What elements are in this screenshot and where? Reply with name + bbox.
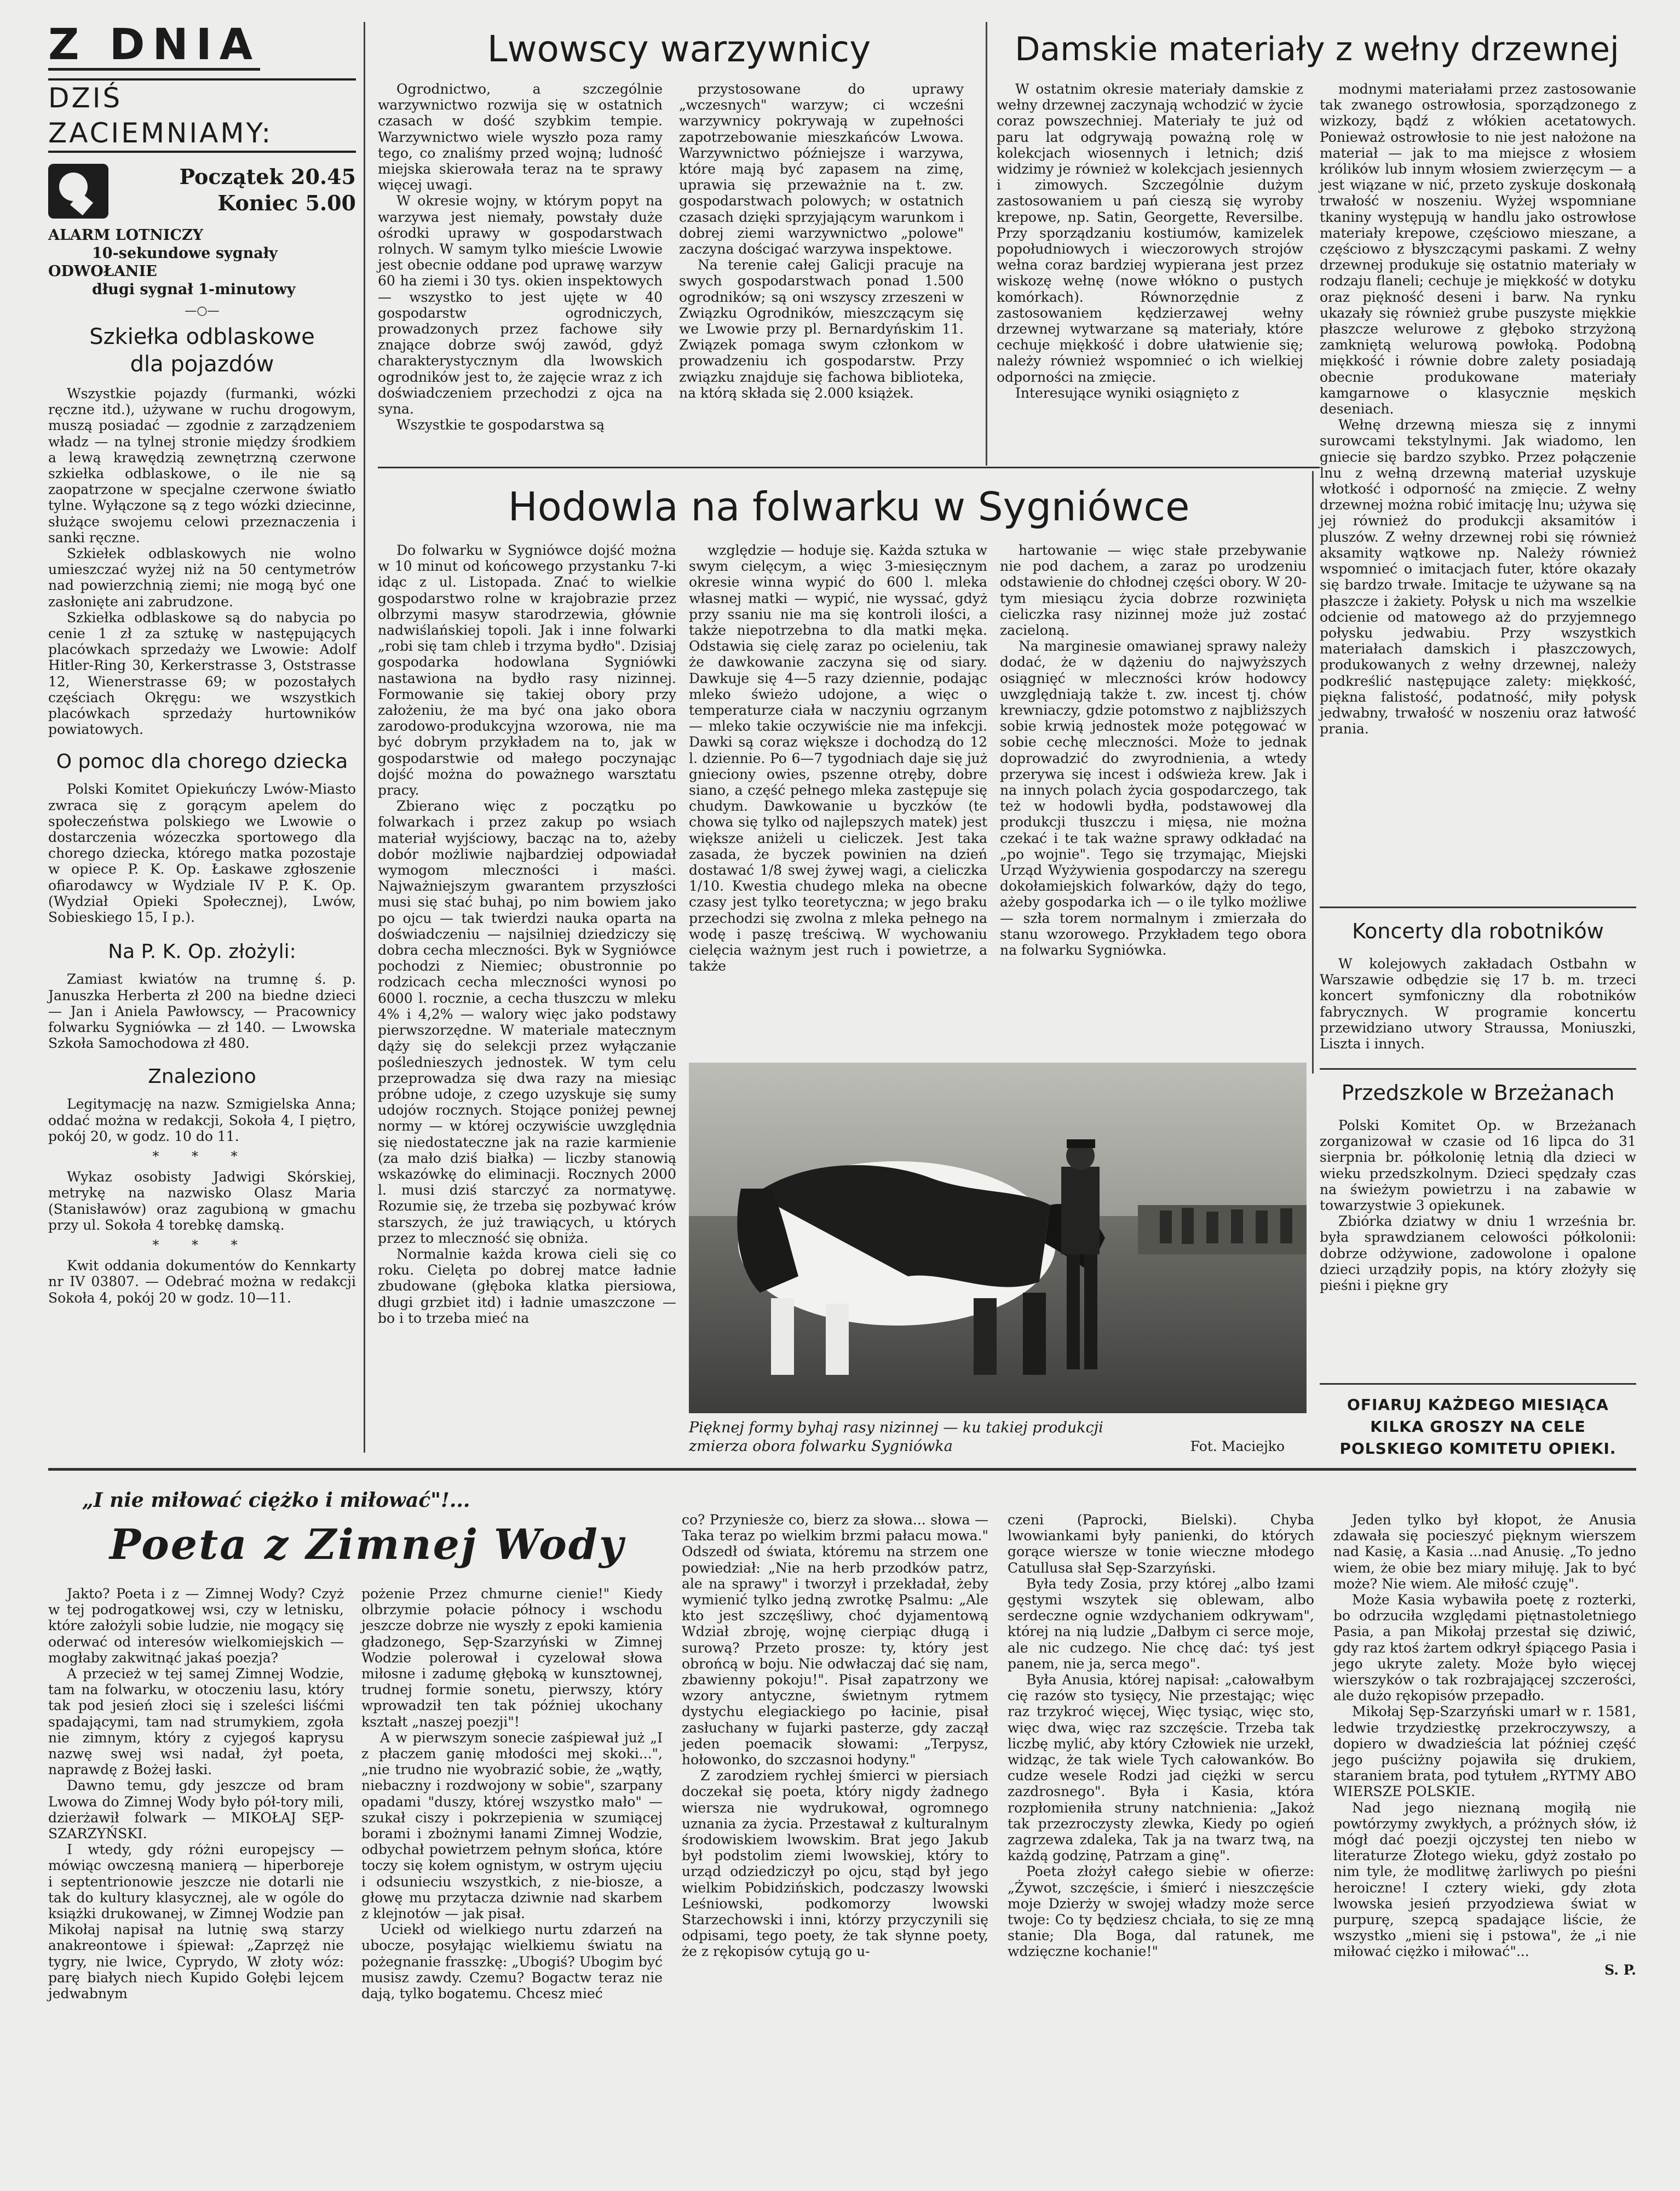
found-title: Znaleziono bbox=[148, 1065, 256, 1088]
poeta-p11: Była tedy Zosia, przy której „albo łzami gęstymi wszytek się oblewam, albo serdeczne ognie wzdychaniem odkrywam", której na nią ludzie „Dałbym ci serce moje, ale nic cudzego. Nie chcę dać: tyś jest panem, nie ja, serca mego". bbox=[1008, 1575, 1314, 1672]
bull-photo bbox=[689, 1063, 1307, 1413]
lwow-col1 bbox=[378, 81, 663, 433]
section-rule bbox=[1320, 1068, 1636, 1070]
poeta-p13: Poeta złożył całego siebie w ofierze: „Żywot, szczęście, i śmierć i nieszczęście moje Dzierży w swojej władzy może serce twoje: Co ty będziesz chciała, to się ze mną stanie; Dla Boga, dal ratunek, me wdzięczne kochanie!" bbox=[1008, 1863, 1314, 1960]
photo-caption bbox=[689, 1419, 1307, 1456]
poeta-p14: Jeden tylko był kłopot, że Anusia zdawała się pocieszyć pięknym wierszem nad Kasię, a Kasia ...nad Anusię. „To jedno wiem, że obie bez miary miłuję. Jak to być może? Nie wiem. Ale miłość czuję". bbox=[1333, 1512, 1636, 1592]
koncerty-body bbox=[1320, 956, 1636, 1052]
blackout-box bbox=[48, 164, 356, 224]
lwow-col2 bbox=[679, 81, 964, 401]
lwow-p3: Wszystkie te gospodarstwa są bbox=[396, 417, 605, 433]
reflector-p2: Szkiełek odblaskowych nie wolno umieszczać wyżej niż na 50 centymetrów nad powierzchnią ziemi; nie mogą być one zasłonięte ani zabrudzone. bbox=[48, 546, 356, 610]
ornament: —○— bbox=[185, 304, 220, 318]
poeta-p5: pożenie Przez chmurne cienie!" Kiedy olbrzymie połacie północy i wschodu jeszcze dobrze nie wyszły z epoki kamienia gładzonego, Sęp-Szarzyński w Zimnej Wodzie polerował i cyzelował słowa miłosne i zadumę głęboką w kunsztownej, trudnej formie sonetu, pierwszy, który wprowadził ten tak później ukochany kształt „naszej poezji"! bbox=[361, 1586, 663, 1730]
cancel-line1: ODWOŁANIE bbox=[48, 263, 157, 280]
apel-box: OFIARUJ KAŻDEGO MIESIĄCA KILKA GROSZY NA CELE POLSKIEGO KOMITETU OPIEKI. bbox=[1339, 1396, 1616, 1458]
damskie-p3: modnymi materiałami przez zastosowanie tak zwanego ostrowłosia, sporządzonego z wizkozy, bądź z włókien acetatowych. Ponieważ ostrowłosie to nie jest nałożone na materiał — jak to ma miejsce z włosiem królików lub innym włosiem zwierzęcym — a jest wiązane w nić, przeto zyskuje doskonałą trwałość w noszeniu. Wyżej wspomniane tkaniny występują w handlu jako ostrowłose materiały krepowe, częściowo mieszane, a częściowo z błyszczącymi paskami. Z wełny drzewnej produkuje się ostatnio materiały w rodzaju flaneli; cechuje je miękkość w dotyku oraz piękność deseni i barw. Na rynku ukazały się również grube puszyste miękkie płaszcze welurowe z głęboko strzyżoną zamkniętą welurową powłoką. Podobną miękkość i równie dobre zalety posiadają obecnie produkowane materiały kamgarnowe o klasycznie męskich deseniach. bbox=[1320, 81, 1636, 417]
poeta-p15: Może Kasia wybawiła poetę z rozterki, bo odrzuciła względami piętnastoletniego Pasia, a pan Mikołaj przestał się dziwić, gdy raz ktoś żartem odkrył śpiącego Pasia i jego ukryte zalety. Może było więcej wierszyków o tak rozbrajającej szczerości, ale dużo rękopisów przepadło. bbox=[1333, 1592, 1636, 1704]
start-label: Początek bbox=[179, 164, 284, 189]
found-p2: Wykaz osobisty Jadwigi Skórskiej, metrykę na nazwisko Olasz Maria (Stanisławów) oraz zagubioną w gmachu przy ul. Sokoła 4 torebkę damską. bbox=[48, 1169, 356, 1233]
column-rule bbox=[1312, 471, 1314, 1074]
reflector-title: Szkiełka odblaskowe dla pojazdów bbox=[89, 324, 315, 377]
caption-line1: Pięknej formy byhaj rasy nizinnej — ku takiej produkcji bbox=[689, 1419, 1103, 1436]
stars-divider: * * * bbox=[152, 1237, 252, 1253]
damskie-p1: W ostatnim okresie materiały damskie z wełny drzewnej zaczynają wchodzić w życie coraz powszechniej. Materiały te już od paru lat odgrywają poważną rolę w kolekcjach wiosennych i letnich; dziś widzimy je również w kolekcjach jesiennych i zimowych. Szczególnie dużym zastosowaniem u pań cieszą się wyroby krepowe, np. Satin, Georgette, Reversilbe. Przy sporządzaniu kostiumów, kamizelek popołudniowych i wieczorowych strojów wełna coraz bardziej wypierana jest przez wiskozę wełnę (nowe włókno o pustych komórkach). Równorzędnie z zastosowaniem kędzierzawej wełny drzewnej wytwarzane są materiały, które cechuje miękkość i dobre ułatwienie się; należy również wspomnieć o ich wielkiej odporności na zmięcie. bbox=[997, 81, 1303, 385]
przedszkole-p2: Zbiórka dziatwy w dniu 1 września br. była sprawdzianem celowości półkolonii: dobrze odżywione, zadowolone i opalone dzieci urządziły popis, na który złożyły się pieśni i piękne gry bbox=[1320, 1213, 1636, 1294]
stars-divider: * * * bbox=[152, 1148, 252, 1164]
damskie-p2: Interesujące wyniki osiągnięto z bbox=[1015, 385, 1239, 401]
poeta-p2: A przecież w tej samej Zimnej Wodzie, tam na folwarku, w otoczeniu lasu, który tak pod jesień złoci się i szeleści liśćmi spadającymi, tam nad strumykiem, zgoła nie zimnym, który z cyjegoś kaprysu nazwę swej wsi nadał, żył poeta, naprawdę z Bożej łaski. bbox=[48, 1666, 344, 1778]
hodowla-p5: hartowanie — więc stałe przebywanie nie pod dachem, a zaraz po urodzeniu odstawienie do chłodnej części obory. W 20-tym miesiącu życia dobrze rozwinięta cieliczka rasy nizinnej może już zostać zacieloną. bbox=[1000, 542, 1307, 639]
column-rule bbox=[364, 22, 365, 1453]
lwow-title: Lwowscy warzywnicy bbox=[487, 28, 871, 70]
poeta-p4: I wtedy, gdy różni europejscy — mówiąc owczesną manierą — hiperboreje i septentrionowie jeszcze nie dotarli nie tak do kultury klasycznej, ale w ogóle do książki drukowanej, w Zimnej Wodzie pan Mikołaj napisał na lutnię swą starzy anakreontowe i śpiewał: „Zaprzęż nie tygry, nie lwice, Cyprydo, W złoty wóz: parę białych niech Kupido Gołębi lejcem jedwabnym bbox=[48, 1842, 344, 2002]
section-rule bbox=[1320, 1383, 1636, 1385]
poeta-col2 bbox=[361, 1586, 663, 2001]
found-p3: Kwit oddania dokumentów do Kennkarty nr IV 03807. — Odebrać można w redakcji Sokoła 4, pokój 20 w godz. 10—11. bbox=[48, 1258, 356, 1306]
poeta-col4 bbox=[1008, 1512, 1314, 1960]
hodowla-p1: Do folwarku w Sygniówce dojść można w 10 minut od końcowego przystanku 7-ki idąc z ul. Listopada. Znać to wielkie gospodarstwo rolne w krajobrazie przez olbrzymi masyw starodrzewia, głównie nadwiślańskiej topoli. Jak i inne folwarki „robi się tam chleb i trzyma bydło". Dzisiaj gospodarka hodowlana Sygniówki nastawiona na bydło rasy nizinnej. Formowanie się takiej obory przy założeniu, że ma być ona jako obora zarodowo-produkcyjna wzorowa, nie ma być dobrym przykładem na to, jak w gospodarstwie od małego poczynając dojść można do poważnego warsztatu pracy. bbox=[378, 542, 676, 799]
caption-line2: zmierza obora folwarku Sygniówka bbox=[689, 1438, 953, 1455]
hodowla-col2 bbox=[689, 542, 987, 974]
masthead: Z DNIA bbox=[48, 20, 261, 70]
przedszkole-title: Przedszkole w Brzeżanach bbox=[1341, 1081, 1615, 1105]
poeta-col5 bbox=[1333, 1512, 1636, 1978]
reflector-p1: Wszystkie pojazdy (furmanki, wózki ręczne itd.), używane w ruchu drogowym, muszą posiadać — zgodnie z zarządzeniem władz — na tylnej stronie między środkiem a lewą krawędzią zewnętrzną czerwone szkiełka odblaskowe, o ile nie są zaopatrzone w specjalne czerwone światło tylne. Wyłączone są z tego wózki dziecinne, służące swojemu celowi przeznaczenia i sanki ręczne. bbox=[48, 386, 356, 546]
poeta-title: Poeta z Zimnej Wody bbox=[110, 1520, 625, 1569]
lwow-p5: Na terenie całej Galicji pracuje na swych gospodarstwach ponad 1.500 ogrodników; są oni wszyscy zrzeszeni w Związku Ogrodników, mieszczącym się we Lwowie przy pl. Bernardyńskim 11. Związek pomaga swym członkom w prowadzeniu ich gospodarstw. Przy związku znajduje się fachowa biblioteka, na którą składa się 2.000 książek. bbox=[679, 257, 964, 401]
przedszkole-p1: Polski Komitet Op. w Brzeżanach zorganizował w czasie od 16 lipca do 31 sierpnia br. półkolonię letnią dla dzieci w wieku przedszkolnym. Dzieci spędzały czas na świeżym powietrzu i na zabawie w towarzystwie 3 opiekunek. bbox=[1320, 1117, 1636, 1214]
alarm-line2: 10-sekundowe sygnały bbox=[92, 245, 278, 262]
photo-credit: Fot. Maciejko bbox=[1190, 1438, 1285, 1454]
start-time: 20.45 bbox=[291, 164, 356, 189]
koncerty-p1: W kolejowych zakładach Ostbahn w Warszawie odbędzie się 17 b. m. trzeci koncert symfoniczny dla robotników fabrycznych. W programie koncertu przewidziano utwory Straussa, Moniuszki, Liszta i innych. bbox=[1320, 956, 1636, 1052]
end-label: Koniec bbox=[217, 191, 298, 215]
lwow-p4: przystosowane do uprawy „wczesnych" warzyw; ci wcześni warzywnicy pokrywają w zupełności zapotrzebowanie mieszkańców Lwowa. Warzywnictwo późniejsze i warzywa, które mają być zapasem na zimę, uprawia się przeważnie na t. zw. gospodarstwach polowych; w ostatnich czasach dzięki sprzyjającym warunkom i dobrej ziemi warzywnictwo „polowe" zaczyna dościgać warzywa inspektowe. bbox=[679, 81, 964, 257]
hodowla-col1 bbox=[378, 542, 676, 1326]
poeta-p3: Dawno temu, gdy jeszcze od bram Lwowa do Zimnej Wody było pół-tory mili, dzierżawił folwark — MIKOŁAJ SĘP-SZARZYŃSKI. bbox=[48, 1777, 344, 1842]
damskie-col1 bbox=[997, 81, 1303, 401]
column-rule bbox=[986, 22, 987, 466]
bull-photo-image bbox=[689, 1063, 1307, 1413]
damskie-title: Damskie materiały z wełny drzewnej bbox=[1015, 30, 1619, 68]
section-rule bbox=[378, 467, 1320, 468]
end-time: 5.00 bbox=[305, 191, 356, 215]
poeta-p17: Nad jego nieznaną mogiłą nie powtórzymy zwykłych, a próżnych słów, iż mógł dać poezji ojczystej ten niebo w literaturze Złotego wieku, gdyż zostało po nim tyle, że modlitwę żarliwych po pieśni heroiczne! I cztery wieki, gdy złota lwowska jesień przyodziewa świat w purpurę, szepcą spadające liście, że wszystko „mieni się i pstowa", że „i nie miłować ciężko i miłować"... bbox=[1333, 1799, 1636, 1960]
blackout-logo bbox=[48, 164, 108, 219]
przedszkole-body bbox=[1320, 1117, 1636, 1293]
poeta-p10: czeni (Paprocki, Bielski). Chyba lwowiankami były panienki, do których gorące wiersze w tonie wieczne młodego Catullusa słał Sęp-Szarzyński. bbox=[1008, 1512, 1314, 1576]
poeta-p7: Uciekł od wielkiego nurtu zdarzeń na ubocze, posyłając wielkiemu światu na pożegnanie frasszkę: „Ubogiś? Ubogim być musisz zawdy. Czemu? Bogactw teraz nie dają, tylko bogatemu. Chcesz mieć bbox=[361, 1922, 663, 2002]
donors-p1: Zamiast kwiatów na trumnę ś. p. Januszka Herberta zł 200 na biedne dzieci — Jan i Aniela Pawłowscy, — Pracownicy folwarku Sygniówka — zł 140. — Lwowska Szkoła Samochodowa zł 480. bbox=[48, 971, 356, 1052]
poeta-col1 bbox=[48, 1586, 344, 2001]
damskie-p4: Wełnę drzewną miesza się z innymi surowcami tekstylnymi. Jak wiadomo, len gniecie się bardzo szybko. Przez połączenie lnu z wełną drzewną materiał uzyskuje włotkość i odporność na zmięcie. Z wełny drzewnej można robić imitację lnu; używa się jej również do produkcji aksamitów i pluszów. Z wełny drzewnej robi się również aksamity wątkowe np. Należy również wspomnieć o imitacjach futer, które okazały się bardzo trwałe. Imitacje te używane są na płaszcze i żakiety. Połysk u nich ma wszelkie odcienie od matowego aż do przyjemnego połysku jedwabiu. Przy wszystkich materiałach damskich i płaszczowych, produkowanych z wełny drzewnej, należy podkreślić następujące zalety: miękkość, piękna falistość, podatność, miły połysk jedwabny, trwałość w noszeniu oraz łatwość prania. bbox=[1320, 417, 1636, 737]
koncerty-title: Koncerty dla robotników bbox=[1352, 919, 1604, 943]
child-title: O pomoc dla chorego dziecka bbox=[56, 750, 348, 773]
hodowla-p4: względzie — hoduje się. Każda sztuka w swym cielęcym, a więc 3-miesięcznym okresie winna wypić do 600 l. mleka własnej matki — wypić, nie wyssać, gdyż przy ssaniu nie ma się kontroli ilości, a także niepotrzebna to dla matki męka. Odstawia się cielę zaraz po ocieleniu, tak że dawkowanie zaczyna się od siary. Dawkuje się 4—5 razy dziennie, podając mleko świeżo udojone, a więc o temperaturze ciała w naczyniu ogrzanym — mleko takie oczywiście nie ma infekcji. Dawki są coraz większe i dochodzą do 12 l. dziennie. Po 6—7 tygodniach daje się już gnieciony owies, pszenne otręby, dobre siano, a część pełnego mleka zastępuje się chudym. Dawkowanie u byczków (te chowa się tylko od najlepszych matek) jest większe aniżeli u cieliczek. Jest taka zasada, że byczek powinien na dzień dostawać 1/8 swej żywej wagi, a cieliczka 1/10. Kwestia chudego mleka na obecne czasy jest tylko teoretyczna; w jego braku przechodzi się zwolna z mleka pełnego na wodę i paszę treściwą. W wychowaniu cielęcia ważnym jest ruch i powietrze, a także bbox=[689, 542, 987, 974]
alarm-line1: ALARM LOTNICZY bbox=[48, 227, 203, 244]
lwow-p1: Ogrodnictwo, a szczególnie warzywnictwo rozwija się w ostatnich czasach w dość szybkim tempie. Warzywnictwo wiele wyszło poza ramy tego, co znaliśmy przed wojną; ludność miejska skierowała teraz na te sprawy więcej uwagi. bbox=[378, 81, 663, 193]
poeta-p9: Z zarodziem rychłej śmierci w piersiach doczekał się poeta, który nigdy żadnego wiersza nie wydrukował, ogromnego uznania za życia. Przestawał z kulturalnym środowiskiem lwowskim. Brat jego Jakub był podstolim ziemi lwowskiej, który to urząd odziedziczył po ojcu, stąd był jego wielkim Pobidzińskich, podczaszy lwowski Leśniowski, podkomorzy lwowski Starzechowski i inni, którzy przyczynili się odpisami, tego poety, że tak słynne poety, że z rękopisów cytują go u- bbox=[682, 1768, 988, 1960]
hodowla-p2: Zbierano więc z początku po folwarkach i przez zakup po wsiach materiał wyjściowy, bacząc na to, ażeby dobór możliwie najbardziej odpowiadał wymogom mleczności i maści. Najważniejszym gwarantem przyszłości musi się stać buhaj, po nim bowiem jako po ojcu — tak twierdzi nauka oparta na doświadczeniu — najsilniej dziedziczy się dobra cecha mleczności. Byk w Sygniówce pochodzi z Niemiec; obustronnie po rodzicach cecha mleczności wynosi po 6000 l. rocznie, a cecha tłuszczu w mleku 4% i 4,2% — walory więc jako podstawy pierwszorzędne. W materiale matecznym dąży się do selekcji przez wyłączanie poślednieszych jednostek. W tym celu przeprowadza się dwa razy na miesiąc próbne udoje, z czego uzyskuje się sumy udojów rocznych. Stojące poniżej pewnej normy — w której oczywiście uwzględnia się niedostateczne jak na razie karmienie (za mało dziś białka) — liczby stanowią wskazówkę do eliminacji. Rocznych 2000 l. musi dziś starczyć za normatywę. Rozumie się, że trzeba się pozbywać krów starszych, że już trawiących, u których przez to mleczność się obniża. bbox=[378, 798, 676, 1246]
damskie-col2 bbox=[1320, 81, 1636, 737]
donors-title: Na P. K. Op. złożyli: bbox=[108, 940, 296, 963]
poeta-kicker: „I nie miłować ciężko i miłować"!... bbox=[82, 1489, 470, 1512]
child-p1: Polski Komitet Opiekuńczy Lwów-Miasto zwraca się z gorącym apelem do społeczeństwa polskiego we Lwowie o dostarczenia wózeczka sportowego dla chorego dziecka, którego matka pozostaje w opiece P. K. Op. Łaskawe zgłoszenie ofiarodawcy w Wydziale IV P. K. Op. (Wydział Opieki Społecznej), Lwów, Sobieskiego 15, I p.). bbox=[48, 781, 356, 926]
poeta-p1: Jakto? Poeta i z — Zimnej Wody? Czyż w tej podrogatkowej wsi, czy w letnisku, które założyli sobie ludzie, nie mogący się oderwać od interesów wielkomiejskich — mogłaby zakwitnąć jakaś poezja? bbox=[48, 1586, 344, 1666]
poeta-p8: co? Przyniesże co, bierz za słowa... słowa — Taka teraz po wielkim brzmi pałacu mowa." Odszedł od świata, któremu na strzem one powiedział: „Nie na herb przodków patrz, ale na sprawy" i tworzył i przekładał, żeby wymienić tylko jedną zwrotkę Psalmu: „Ale kto jest szczęśliwy, choć dyjamentową Wdział zbroję, wojnę cierpiąc długą i surową? Przeto prosze: ty, który jest obrońcą w boju. Nie odwłaczaj dać się nam, zbawienny pokoju!". Pisał zapatrzony we wzory antyczne, świetnym rytmem dystychu elegiackiego po łacinie, pisał zasłuchany w fujarki pasterze, gdy zaczął jeden poemacik słowami: „Terpysz, hołowonko, do szczasnoi hodyny." bbox=[682, 1512, 988, 1768]
poeta-p16: Mikołaj Sęp-Szarzyński umarł w r. 1581, ledwie trzydziestkę przekroczywszy, a dopiero w dwadzieścia lat później część jego puściżny pojawiła się drukiem, staraniem brata, pod tytułem „RYTMY ABO WIERSZE POLSKIE. bbox=[1333, 1704, 1636, 1800]
poeta-p12: Była Anusia, której napisał: „całowałbym cię razów sto tysięcy, Nie przestając; więc raz trzykroć więcej, Więc tysiąc, więc sto, więc dwa, więc raz szczęście. Trzeba tak liczbę mylić, aby który Człowiek nie urzekł, widząc, że tak wiele Tych całowanków. Bo cudze wesele Rodzi jad ciężki w sercu zazdrosnego". Była i Kasia, która rozpłomieniła struny natchnienia: „Jakoż tak przezroczysty zlewka, Kiedy po ogień zagrzewa zdaleka, Tak ja na twarz twą, na każdą godzinę, Patrzam a ginę". bbox=[1008, 1672, 1314, 1864]
hodowla-p6: Na marginesie omawianej sprawy należy dodać, że w dążeniu do najwyższych osiągnięć w mleczności krów hodowcy uwzględniają także t. zw. incest tj. chów krewniaczy, gdzie potomstwo z najbliższych sobie krwią jednostek może potęgować w sobie cechę mleczności. Może to jednak doprowadzić do zwyrodnienia, a wtedy przerywa się incest i odświeża krew. Jak i na innych polach życia gospodarczego, tak też w hodowli bydła, podstawowej dla produkcji tłuszczu i mięsa, nie można czekać i te tak ważne sprawy odkładać na „po wojnie". Tego się trzymając, Miejski Urząd Wyżywienia gospodarczy na szeregu dokołamiejskich folwarków, dąży do tego, ażeby gospodarka ich — o ile tylko możliwe — szła torem normalnym i zmierzała do stanu wzorowego. Przykładem tego obora na folwarku Sygniówka. bbox=[1000, 638, 1307, 959]
poeta-col3 bbox=[682, 1512, 988, 1960]
hodowla-col3 bbox=[1000, 542, 1307, 958]
section-rule bbox=[48, 1468, 1636, 1471]
alarm-block bbox=[48, 226, 356, 299]
reflector-body bbox=[48, 386, 356, 737]
signature: S. P. bbox=[1604, 1961, 1636, 1978]
poeta-p6: A w pierwszym sonecie zaśpiewał już „I z płaczem ganię młodości mej skoki...", „nie trudno nie wyobrazić sobie, że „wątły, niebaczny i rozdwojony w sobie", szarpany opadami "duszy, której wszystko mało" — szukał ciszy i pokrzepienia w szumiącej borami i zbożnymi łanami Zimnej Wodzie, odbychał powietrzem pełnym słońca, które toczy się kołem ognistym, w ostrym ujęciu i odsunieciu wszystkich, z nie-biosze, a głowę mu przytacza dziwnie nad skarbem z klejnotów — jak pisał. bbox=[361, 1729, 663, 1922]
section-rule bbox=[1320, 907, 1636, 908]
lwow-p2: W okresie wojny, w którym popyt na warzywa jest niemały, powstały duże ośrodki uprawy w gospodarstwach rolnych. W samym tylko mieście Lwowie jest obecnie oddane pod uprawę warzyw 60 ha ziemi i 30 tys. okien inspektowych — wszystko to jest ujęte w 40 gospodarstw ogrodniczych, prowadzonych przez fachowe siły znające dobrze swój zawód, gdyż charakterystycznym dla lwowskich ogrodników jest to, że zajęcie wraz z ich doświadczeniem przechodzi z ojca na syna. bbox=[378, 193, 663, 417]
hodowla-p3: Normalnie każda krowa cieli się co roku. Cielęta po dobrej matce ładnie zbudowane (głęboka klatka piersiowa, długi grzbiet itd) i ładnie umaszczone — bo i to trzeba mieć na bbox=[378, 1246, 676, 1326]
reflector-p3: Szkiełka odblaskowe są do nabycia po cenie 1 zł za sztukę w następujących placówkach sprzedaży we Lwowie: Adolf Hitler-Ring 30, Kerkerstrasse 3, Oststrasse 12, Wienerstrasse 69; w pozostałych częściach Okręgu: we wszystkich placówkach sprzedaży hurtowników powiatowych. bbox=[48, 609, 356, 738]
cancel-line2: długi sygnał 1-minutowy bbox=[92, 281, 296, 298]
found-p1: Legitymację na nazw. Szmigielska Anna; oddać można w redakcji, Sokoła 4, I piętro, pokój 20, w godz. 10 do 11. bbox=[48, 1096, 356, 1144]
hodowla-title: Hodowla na folwarku w Sygniówce bbox=[508, 484, 1190, 530]
column-left bbox=[48, 22, 356, 1306]
blackout-title: DZIŚ ZACIEMNIAMY: bbox=[48, 78, 356, 153]
